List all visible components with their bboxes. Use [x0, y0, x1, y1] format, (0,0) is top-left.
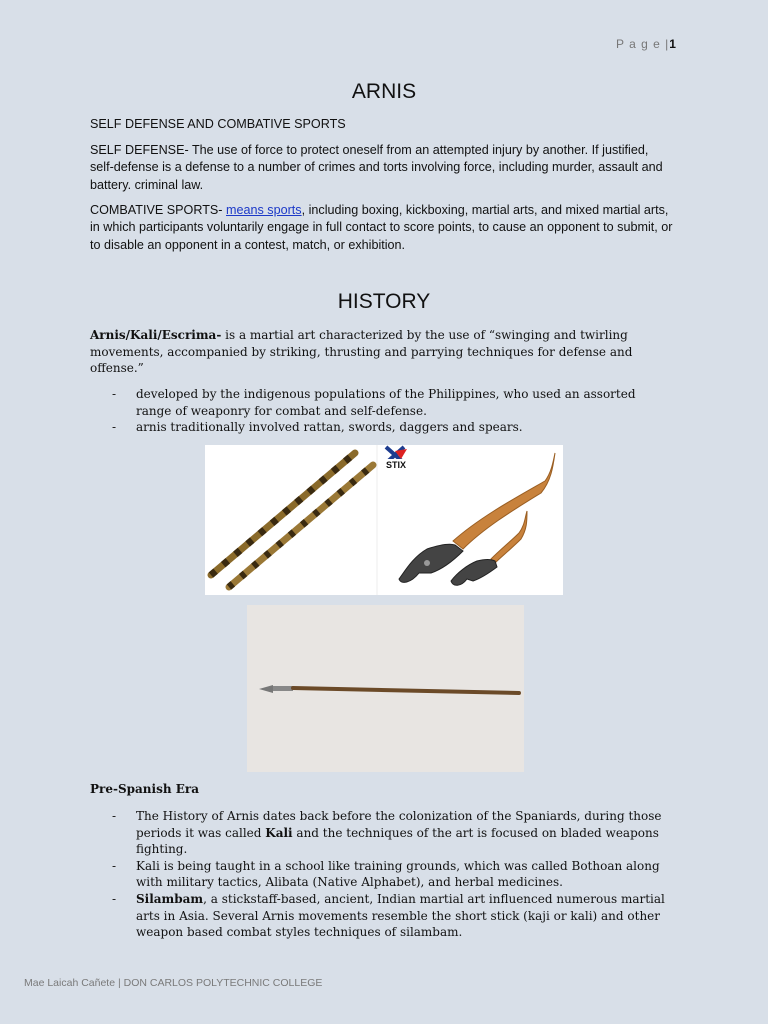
- stix-logo-text: STIX: [386, 460, 407, 470]
- combative-prefix: COMBATIVE SPORTS-: [90, 203, 226, 217]
- page-separator: |: [665, 37, 670, 51]
- combative-sports-paragraph: [90, 202, 674, 254]
- page-title: ARNIS: [351, 80, 417, 103]
- page-number-header: [616, 37, 677, 51]
- section-subtitle: SELF DEFENSE AND COMBATIVE SPORTS: [90, 117, 346, 131]
- history-intro-text: is a martial art characterized by the use of “swinging and twirling movements, accompanied by striking, thrusting and parrying techniques for defense and offense.”: [90, 328, 633, 376]
- list-item: - developed by the indigenous populations of the Philippines, who used an assorted range of weaponry for combat and self-defense.: [110, 386, 670, 419]
- history-intro: [90, 327, 674, 377]
- means-sports-link[interactable]: means sports: [226, 203, 302, 217]
- bullet-text: Kali is being taught in a school like training grounds, which was called Bothoan along with military tactics, Alibata (Native Alphabet), and herbal medicines.: [136, 858, 660, 890]
- pre-spanish-heading: Pre-Spanish Era: [90, 782, 199, 796]
- bullet-text: and the techniques of the art is focused on bladed weapons fighting.: [136, 825, 659, 857]
- list-item: [110, 808, 670, 858]
- list-item: [110, 891, 670, 941]
- sticks-and-swords-illustration: [205, 445, 563, 595]
- combative-suffix: , including boxing, kickboxing, martial arts, and mixed martial arts, in which participants voluntarily engage in full contact to score points, to cause an opponent to submit, or to disable an opponent in a contest, match, or exhibition.: [90, 203, 673, 252]
- history-heading: HISTORY: [337, 290, 431, 313]
- page-footer: Mae Laicah Cañete | DON CARLOS POLYTECHNIC COLLEGE: [24, 977, 323, 989]
- spear-illustration: [247, 605, 524, 772]
- history-bullet-list: [110, 386, 670, 436]
- stix-logo: [384, 447, 410, 470]
- bullet-bold-term: Silambam: [136, 891, 204, 906]
- spear-image: [247, 605, 524, 772]
- pre-spanish-bullet-list: [110, 808, 670, 941]
- self-defense-paragraph: SELF DEFENSE- The use of force to protect oneself from an attempted injury by another. If justified, self-defense is a defense to a number of crimes and torts involving force, including murder, assault and battery. criminal law.: [90, 143, 663, 192]
- bullet-bold-term: Kali: [265, 825, 293, 840]
- bullet-text: , a stickstaff-based, ancient, Indian martial art influenced numerous martial arts in Asia. Several Arnis movements resemble the short stick (kaji or kali) and other weapon based combat styles techniques of silambam.: [136, 891, 665, 940]
- page-number: 1: [669, 37, 677, 51]
- sticks-and-swords-image: [205, 445, 563, 595]
- history-intro-bold: Arnis/Kali/Escrima-: [90, 328, 222, 342]
- page-label: P a g e: [616, 37, 661, 51]
- list-item: - arnis traditionally involved rattan, swords, daggers and spears.: [110, 419, 670, 436]
- bullet-text: The History of Arnis dates back before the colonization of the Spaniards, during those periods it was called: [136, 809, 662, 840]
- list-item: [110, 858, 670, 891]
